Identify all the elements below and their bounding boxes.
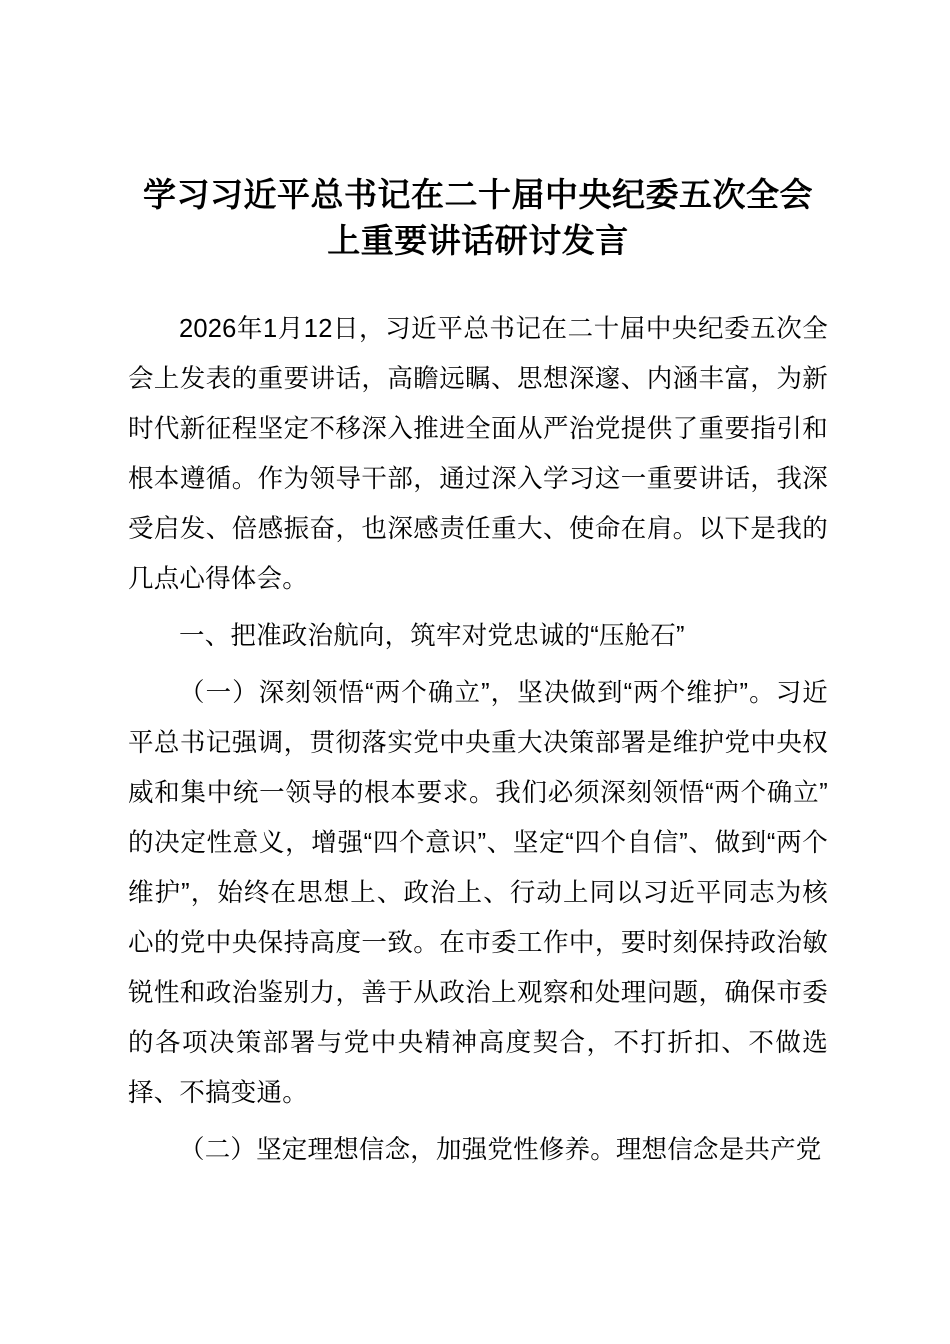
page-title: 学习习近平总书记在二十届中央纪委五次全会上重要讲话研讨发言 xyxy=(143,176,813,259)
paragraph-section-one-sub-one: （一）深刻领悟“两个确立”，坚决做到“两个维护”。习近平总书记强调，贯彻落实党中央重大决策部署是维护党中央权威和集中统一领导的根本要求。我们必须深刻领悟“两个确立”的决定性意义，增强“四个意识”、坚定“四个自信”、做到“两个维护”，始终在思想上、政治上、行动上同以习近平同志为核心的党中央保持高度一致。在市委工作中，要时刻保持政治敏锐性和政治鉴别力，善于从政治上观察和处理问题，确保市委的各项决策部署与党中央精神高度契合，不打折扣、不做选择、不搞变通。 xyxy=(128,679,828,1107)
section-heading-one: 一、把准政治航向，筑牢对党忠诚的“压舱石” xyxy=(179,622,685,650)
document-text-column xyxy=(128,0,828,1175)
paragraph-intro: 2026年1月12日，习近平总书记在二十届中央纪委五次全会上发表的重要讲话，高瞻远瞩、思想深邃、内涵丰富，为新时代新征程坚定不移深入推进全面从严治党提供了重要指引和根本遵循。作为领导干部，通过深入学习这一重要讲话，我深受启发、倍感振奋，也深感责任重大、使命在肩。以下是我的几点心得体会。 xyxy=(128,315,828,593)
paragraph-section-one-sub-two: （二）坚定理想信念，加强党性修养。理想信念是共产党 xyxy=(179,1136,822,1164)
